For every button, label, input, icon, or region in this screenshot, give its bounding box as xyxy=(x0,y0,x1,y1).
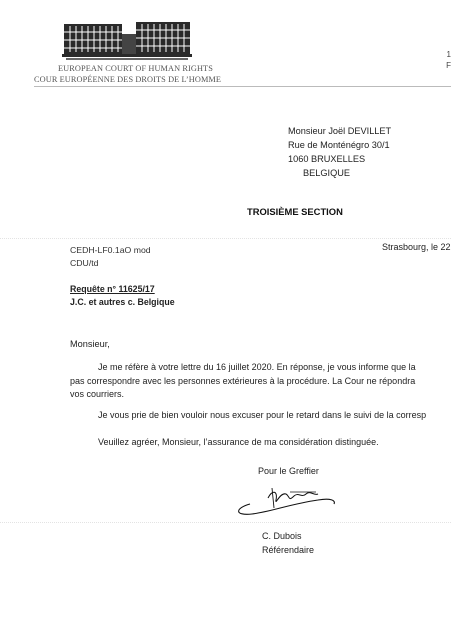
court-building-logo xyxy=(62,18,192,64)
recipient-name: Monsieur Joël DEVILLET xyxy=(288,126,392,136)
court-name-english: EUROPEAN COURT OF HUMAN RIGHTS xyxy=(58,64,213,73)
paragraph-3-text: Veuillez agréer, Monsieur, l’assurance de ma considération distinguée. xyxy=(98,437,379,447)
signer-title: Référendaire xyxy=(262,544,315,555)
scan-artifact-line-2 xyxy=(0,522,451,523)
application-number: Requête n° 11625/17 xyxy=(70,284,155,294)
recipient-city: 1060 BRUXELLES xyxy=(288,154,366,164)
paragraph-1-line-3: vos courriers. xyxy=(70,389,125,399)
paragraph-2-text: Je vous prie de bien vouloir nous excuser pour le retard dans le suivi de la corresp xyxy=(98,410,427,420)
signer-block xyxy=(262,530,314,557)
paragraph-1-line-2: pas correspondre avec les personnes extérieures à la procédure. La Cour ne répondra xyxy=(70,375,416,386)
recipient-address xyxy=(288,124,391,180)
edge-fragment-1: 1 xyxy=(446,50,451,59)
for-registrar-label: Pour le Greffier xyxy=(258,466,319,476)
body-paragraph-1 xyxy=(70,361,416,402)
scan-artifact-line xyxy=(0,238,451,239)
body-paragraph-2 xyxy=(70,409,426,423)
case-name: J.C. et autres c. Belgique xyxy=(70,297,175,307)
court-name-french: COUR EUROPÉENNE DES DROITS DE L’HOMME xyxy=(34,75,222,84)
recipient-country: BELGIQUE xyxy=(303,168,350,178)
header-divider xyxy=(34,86,451,87)
edge-fragment-2: F xyxy=(446,61,451,70)
signer-name: C. Dubois xyxy=(262,531,302,541)
reference-code: CEDH-LF0.1aO mod xyxy=(70,245,151,255)
paragraph-1-line-1: Je me réfère à votre lettre du 16 juillet 2020. En réponse, je vous informe que la xyxy=(98,362,416,372)
section-heading: TROISIÈME SECTION xyxy=(247,206,343,217)
salutation: Monsieur, xyxy=(70,339,110,349)
reference-block xyxy=(70,244,151,270)
application-block xyxy=(70,283,175,309)
body-paragraph-3 xyxy=(70,436,379,450)
reference-initials: CDU/td xyxy=(70,258,99,268)
letter-date: Strasbourg, le 22 xyxy=(382,242,451,252)
recipient-street: Rue de Monténégro 30/1 xyxy=(288,140,390,150)
handwritten-signature xyxy=(230,478,340,520)
